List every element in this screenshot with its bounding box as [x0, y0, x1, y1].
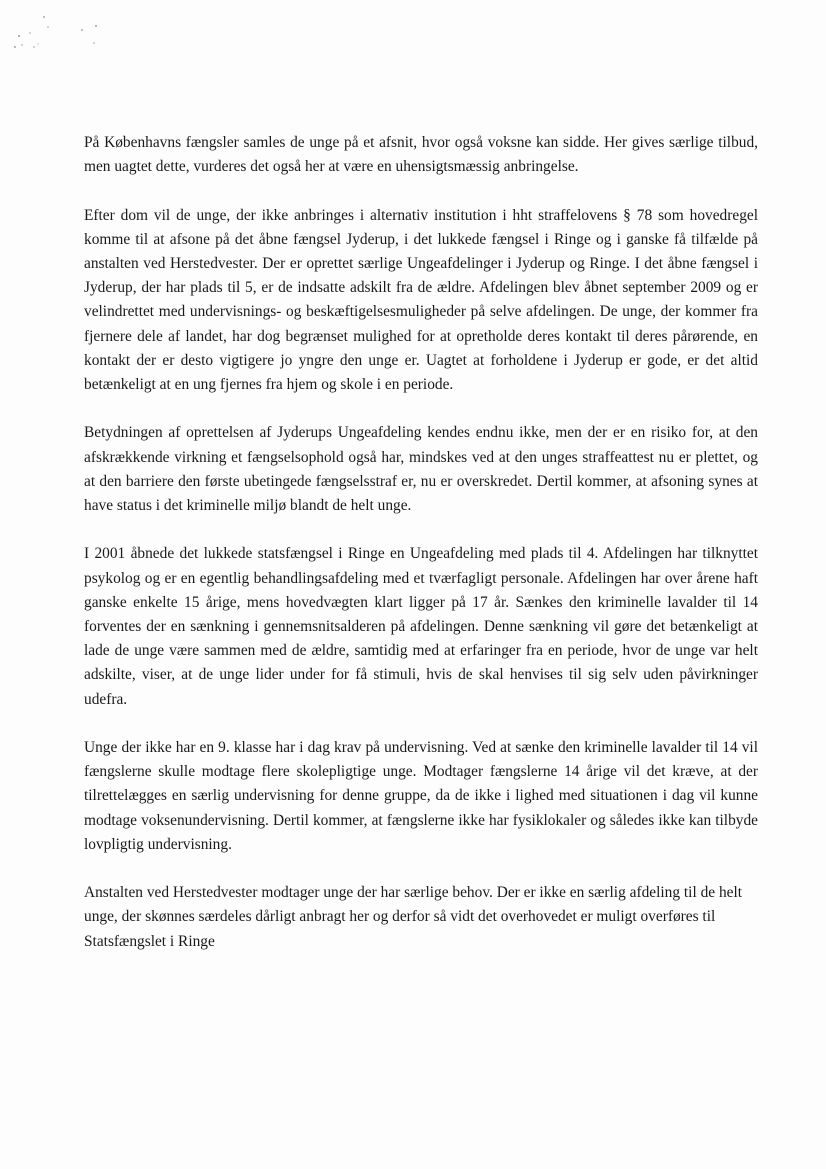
document-body: [84, 131, 758, 978]
paragraph-kobenhavns-faengsler: På Københavns fængsler samles de unge på et afsnit, hvor også voksne kan sidde. Her gives særlige tilbud, men uagtet dette, vurderes det også her at være en uhensigtsmæssig anbringelse.: [84, 134, 758, 176]
paragraph-efter-dom: Efter dom vil de unge, der ikke anbringes i alternativ institution i hht straffelovens § 78 som hovedregel komme til at afsone på det åbne fængsel Jyderup, i det lukkede fængsel i Ringe og i ganske få tilfælde på anstalten ved Herstedvester. Der er oprettet særlige Ungeafdelinger i Jyderup og Ringe. I det åbne fængsel i Jyderup, der har plads til 5, er de indsatte adskilt fra de ældre. Afdelingen blev åbnet september 2009 og er velindrettet med undervisnings- og beskæftigelsesmuligheder på selve afdelingen. De unge, der kommer fra fjernere dele af landet, har dog begrænset mulighed for at opretholde deres kontakt til deres pårørende, en kontakt der er desto vigtigere jo yngre den unge er. Uagtet at forholdene i Jyderup er gode, er det altid betænkeligt at en ung fjernes fra hjem og skole i en periode.: [84, 206, 758, 394]
paragraph-undervisning: Unge der ikke har en 9. klasse har i dag krav på undervisning. Ved at sænke den kriminelle lavalder til 14 vil fængslerne skulle modtage flere skolepligtige unge. Modtager fængslerne 14 årige vil det kræve, at der tilrettelægges en særlig undervisning for denne gruppe, da de ikke i lighed med situationen i dag vil kunne modtage voksenundervisning. Dertil kommer, at fængslerne ikke har fysiklokaler og således ikke kan tilbyde lovpligtig undervisning.: [84, 739, 758, 853]
paragraph-herstedvester: Anstalten ved Herstedvester modtager unge der har særlige behov. Der er ikke en særlig afdeling til de helt unge, der skønnes særdeles dårligt anbragt her og derfor så vidt det overhovedet er muligt overføres til Statsfængslet i Ringe: [84, 884, 743, 950]
paragraph-ringe-ungeafdeling: I 2001 åbnede det lukkede statsfængsel i Ringe en Ungeafdeling med plads til 4. Afdelingen har tilknyttet psykolog og er en egentlig behandlingsafdeling med et tværfagligt personale. Afdelingen har over årene haft ganske enkelte 15 årige, mens hovedvægten klart ligger på 17 år. Sænkes den kriminelle lavalder til 14 forventes der en sænkning i gennemsnitsalderen på afdelingen. Denne sænkning vil gøre det betænkeligt at lade de unge være sammen med de ældre, samtidig med at erfaringer fra en periode, hvor de unge var helt adskilte, viser, at de unge lider under for få stimuli, hvis de skal henvises til sig selv uden påvirkninger udefra.: [84, 545, 758, 708]
scan-specks: [12, 14, 112, 54]
paragraph-betydningen: Betydningen af oprettelsen af Jyderups Ungeafdeling kendes endnu ikke, men der er en risiko for, at den afskrækkende virkning et fængselsophold også har, mindskes ved at den unges straffeattest nu er plettet, og at den barriere den første ubetingede fængselsstraf er, nu er overskredet. Dertil kommer, at afsoning synes at have status i det kriminelle miljø blandt de helt unge.: [84, 424, 758, 515]
